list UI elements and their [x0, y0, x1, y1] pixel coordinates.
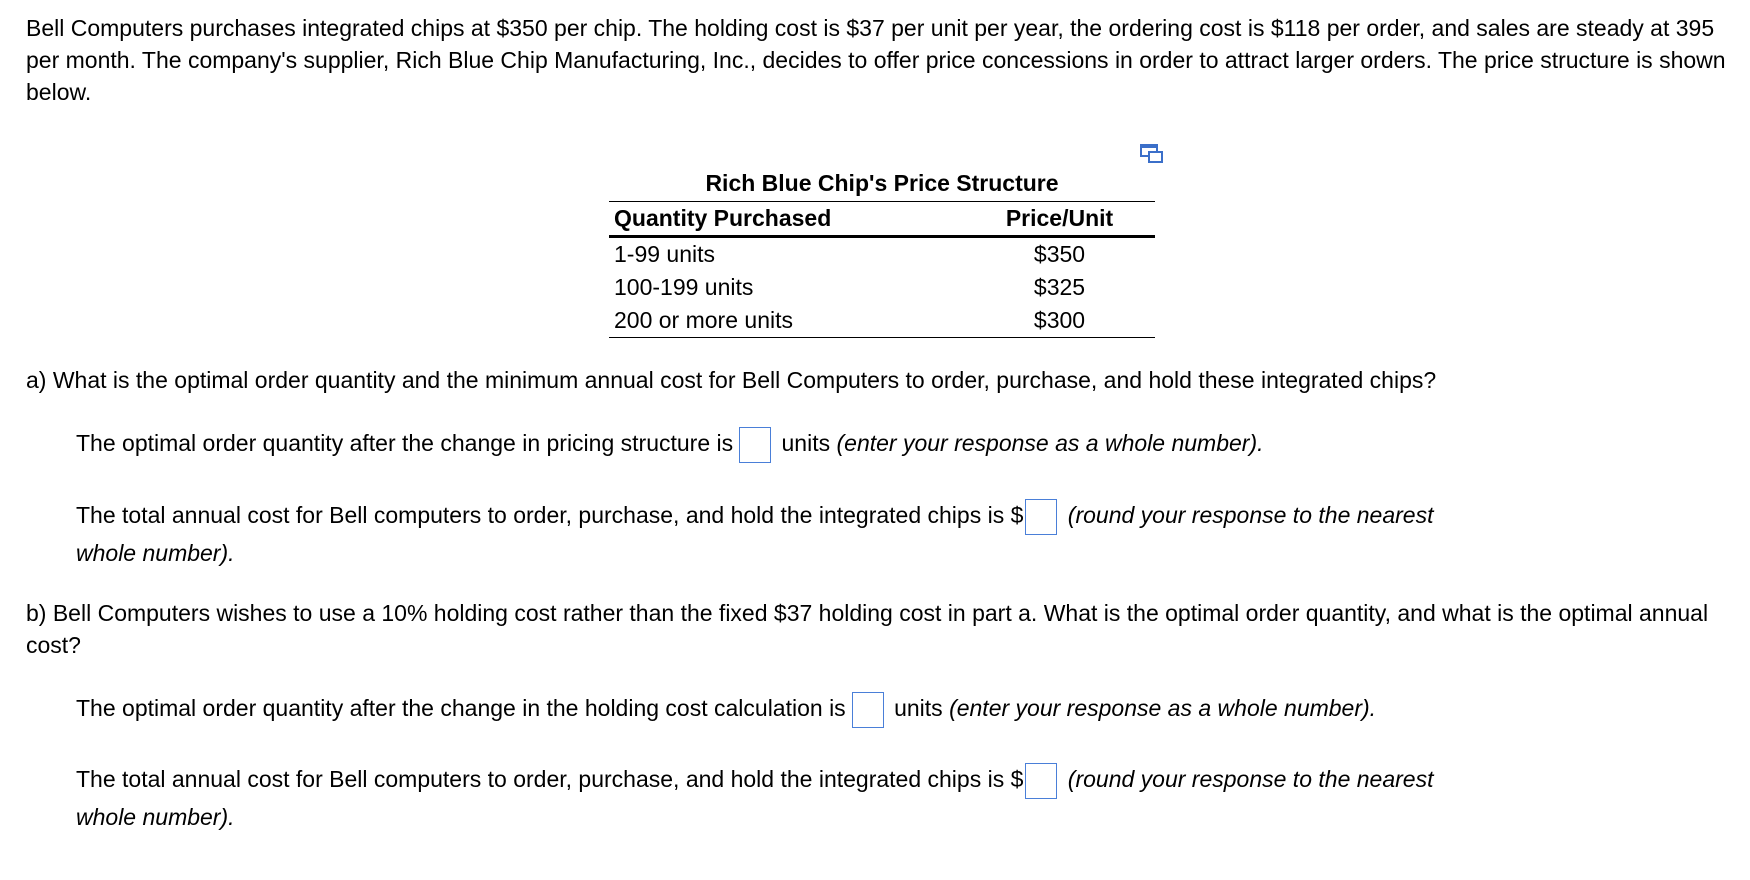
table-body: [609, 238, 1155, 338]
part-a-q1-hint: (enter your response as a whole number).: [836, 430, 1264, 456]
row-price: $300: [1033, 307, 1086, 333]
part-b-q2-line: [76, 760, 1433, 799]
table-header-row: [609, 201, 1155, 238]
part-b-total-cost-input[interactable]: [1025, 763, 1057, 799]
part-a-order-quantity-input[interactable]: [739, 427, 771, 463]
row-quantity: 200 or more units: [614, 307, 793, 333]
row-price: $350: [1033, 241, 1086, 267]
row-price: $325: [1033, 274, 1086, 300]
part-b-q1-hint: (enter your response as a whole number).: [949, 695, 1377, 721]
table-row: [609, 271, 1155, 304]
row-quantity: 1-99 units: [614, 241, 716, 267]
copy-table-icon[interactable]: [1140, 144, 1164, 164]
part-b-q1-unit: units: [894, 695, 943, 721]
problem-intro: Bell Computers purchases integrated chips at $350 per chip. The holding cost is $37 per unit per year, the ordering cost is $118 per order, and sales are steady at 395 per month. The company's supplier, Rich Blue Chip Manufacturing, Inc., decides to offer price concessions in order to attract larger orders. The price structure is shown below.: [26, 15, 1726, 105]
price-structure-table: [609, 166, 1155, 338]
part-b-q2-prefix: The total annual cost for Bell computers to order, purchase, and hold the integrated chips is $: [76, 766, 1024, 792]
part-a-q1-unit: units: [781, 430, 831, 456]
row-quantity: 100-199 units: [614, 274, 754, 300]
part-a-question: a) What is the optimal order quantity and the minimum annual cost for Bell Computers to order, purchase, and hold these integrated chips?: [26, 367, 1437, 393]
part-a-q1-line: [76, 424, 1264, 463]
table-title: Rich Blue Chip's Price Structure: [705, 170, 1059, 196]
part-a-q2-line: [76, 496, 1433, 535]
part-b-q2-hint: (round your response to the nearest: [1067, 766, 1434, 792]
header-price: Price/Unit: [1005, 205, 1114, 231]
part-b-q2-hint-cont: whole number).: [76, 804, 235, 830]
table-row: [609, 304, 1155, 337]
part-b-order-quantity-input[interactable]: [852, 692, 884, 728]
part-b-q1-line: [76, 689, 1376, 728]
part-b-question: b) Bell Computers wishes to use a 10% holding cost rather than the fixed $37 holding cost in part a. What is the optimal order quantity, and what is the optimal annual cost?: [26, 600, 1709, 658]
part-a-total-cost-input[interactable]: [1025, 499, 1057, 535]
part-b-q1-prefix: The optimal order quantity after the change in the holding cost calculation is: [76, 695, 846, 721]
part-a-q2-hint-cont: whole number).: [76, 540, 235, 566]
part-a-q2-prefix: The total annual cost for Bell computers to order, purchase, and hold the integrated chips is $: [76, 502, 1024, 528]
part-a-q2-hint: (round your response to the nearest: [1067, 502, 1434, 528]
table-row: [609, 238, 1155, 271]
part-a-q1-prefix: The optimal order quantity after the change in pricing structure is: [76, 430, 734, 456]
header-quantity: Quantity Purchased: [614, 205, 832, 231]
